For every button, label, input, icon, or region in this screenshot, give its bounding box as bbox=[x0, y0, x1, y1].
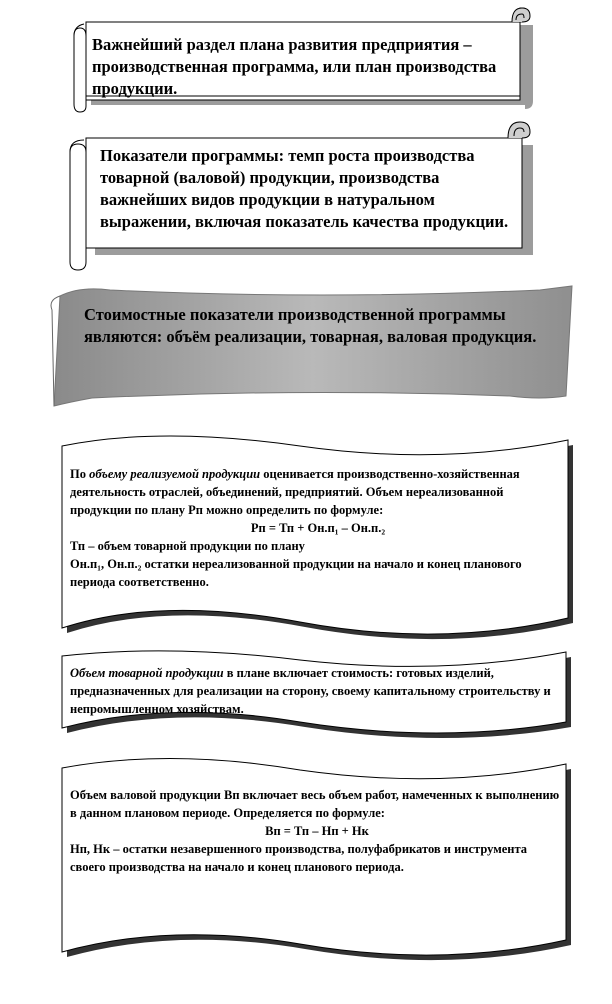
nn-nk-definition: Нп, Нк – остатки незавершенного производства, полуфабрикатов и инструмента своего производства на начало и конец планового периода. bbox=[70, 842, 528, 874]
scroll-text-program-indicators: Показатели программы: темп роста производства товарной (валовой) продукции, производства важнейших видов продукции в натуральном выражении, включая показатель качества продукции. bbox=[100, 146, 509, 231]
commodity-output-rest: в плане включает стоимость: готовых изделий, предназначенных для реализации на сторону, своему капитальному строительству и непромышленном хозяйствам. bbox=[70, 666, 551, 716]
gross-formula: Вп = Тп – Нп + Нк bbox=[265, 824, 369, 838]
sales-volume-intro bbox=[70, 465, 566, 519]
sales-intro-prefix: По bbox=[70, 467, 90, 481]
gross-output-block bbox=[70, 786, 564, 876]
onp-definition: Он.п₁, Он.п.₂ остатки нереализованной продукции на начало и конец планового периода соответственно. bbox=[70, 557, 522, 589]
sales-intro-term: объему реализуемой продукции bbox=[89, 467, 261, 481]
sales-volume-block bbox=[70, 465, 566, 591]
banner-text-cost-indicators: Стоимостные показатели производственной программы являются: объём реализации, товарная, валовая продукция. bbox=[84, 305, 537, 346]
scroll-text-main-section: Важнейший раздел плана развития предприятия – производственная программа, или план производства продукции. bbox=[92, 35, 497, 98]
commodity-output-block bbox=[70, 664, 564, 718]
sales-intro-rest: оценивается производственно-хозяйственная деятельность отраслей, объединений, предприятий. Объем нереализованной продукции по плану Рп можно определить по формуле: bbox=[70, 467, 520, 517]
gross-output-intro bbox=[70, 786, 564, 822]
tp-definition: Тп – объем товарной продукции по плану bbox=[70, 539, 305, 553]
unsold-formula: Рп = Тп + Он.п₁ – Он.п.₂ bbox=[250, 521, 386, 535]
gross-output-term: Объем валовой продукции bbox=[70, 788, 221, 802]
gross-output-rest: Вп включает весь объем работ, намеченных к выполнению в данном плановом периоде. Определяется по формуле: bbox=[70, 788, 560, 820]
commodity-output-term: Объем товарной продукции bbox=[70, 666, 224, 680]
